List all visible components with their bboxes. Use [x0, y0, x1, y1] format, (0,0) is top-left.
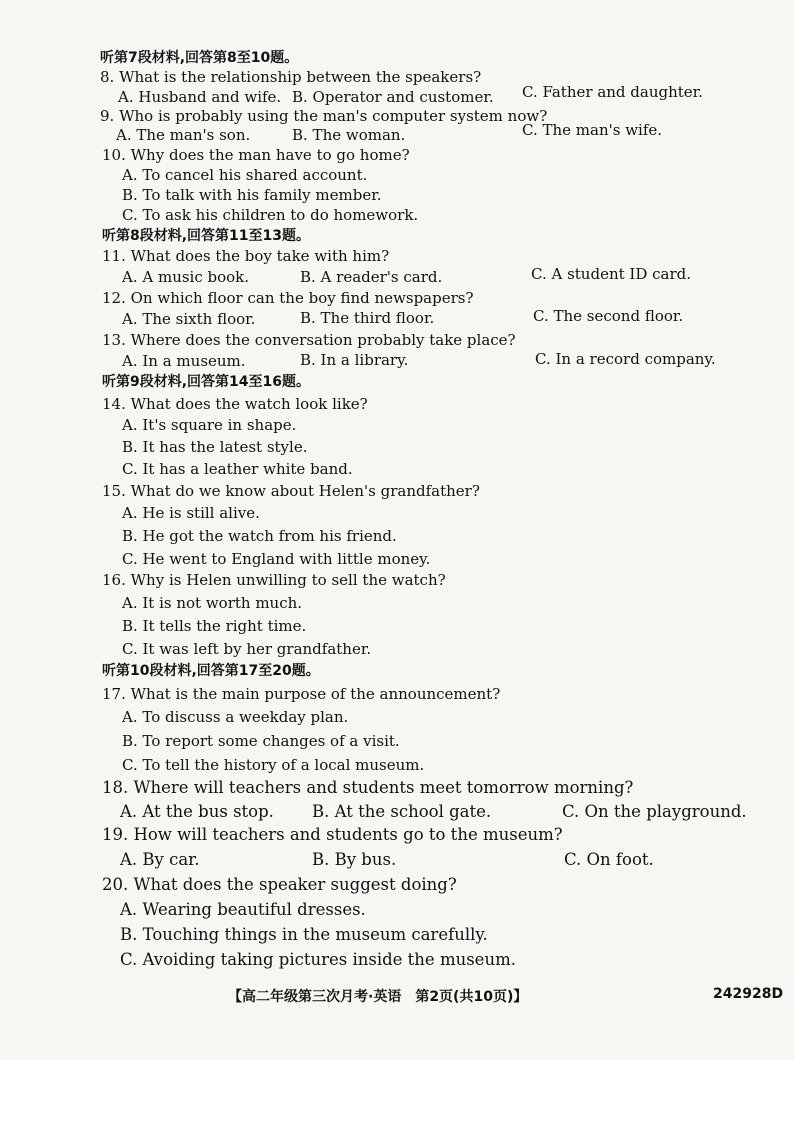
option-13b: B. In a library.	[300, 351, 409, 369]
option-20b: B. Touching things in the museum carefully.	[120, 925, 488, 944]
option-15b: B. He got the watch from his friend.	[122, 527, 397, 545]
section-header: 听第10段材料,回答第17至20题。	[102, 663, 320, 679]
option-8b: B. Operator and customer.	[292, 88, 494, 106]
option-15c: C. He went to England with little money.	[122, 550, 431, 568]
option-8a: A. Husband and wife.	[118, 88, 282, 106]
option-10c: C. To ask his children to do homework.	[122, 206, 419, 224]
option-12b: B. The third floor.	[300, 309, 435, 327]
option-18b: B. At the school gate.	[312, 802, 492, 821]
option-12c: C. The second floor.	[533, 307, 684, 325]
option-14b: B. It has the latest style.	[122, 438, 308, 456]
option-13a: A. In a museum.	[122, 352, 246, 370]
question-15: 15. What do we know about Helen's grandfather?	[102, 482, 480, 500]
question-10: 10. Why does the man have to go home?	[102, 146, 410, 164]
option-18c: C. On the playground.	[562, 802, 747, 821]
option-20c: C. Avoiding taking pictures inside the museum.	[120, 950, 516, 969]
question-12: 12. On which floor can the boy find newspapers?	[102, 289, 474, 307]
page-footer-title: 【高二年级第三次月考·英语 第2页(共10页)】	[228, 989, 528, 1005]
option-9a: A. The man's son.	[116, 126, 251, 144]
question-19: 19. How will teachers and students go to the museum?	[102, 825, 563, 844]
option-10a: A. To cancel his shared account.	[122, 166, 368, 184]
question-16: 16. Why is Helen unwilling to sell the watch?	[102, 571, 446, 589]
question-9: 9. Who is probably using the man's computer system now?	[100, 107, 548, 125]
question-14: 14. What does the watch look like?	[102, 395, 368, 413]
option-14a: A. It's square in shape.	[122, 416, 297, 434]
option-17c: C. To tell the history of a local museum.	[122, 756, 425, 774]
option-16c: C. It was left by her grandfather.	[122, 640, 372, 658]
question-13: 13. Where does the conversation probably take place?	[102, 331, 516, 349]
option-11a: A. A music book.	[122, 268, 250, 286]
option-12a: A. The sixth floor.	[122, 310, 256, 328]
option-14c: C. It has a leather white band.	[122, 460, 353, 478]
option-9b: B. The woman.	[292, 126, 406, 144]
section-header: 听第9段材料,回答第14至16题。	[102, 374, 311, 390]
option-18a: A. At the bus stop.	[120, 802, 274, 821]
question-8: 8. What is the relationship between the speakers?	[100, 68, 482, 86]
option-20a: A. Wearing beautiful dresses.	[120, 900, 366, 919]
option-16a: A. It is not worth much.	[122, 594, 303, 612]
option-11c: C. A student ID card.	[531, 265, 692, 283]
option-15a: A. He is still alive.	[122, 504, 260, 522]
option-19c: C. On foot.	[564, 850, 654, 869]
option-17b: B. To report some changes of a visit.	[122, 732, 400, 750]
paper-code: 242928D	[713, 986, 784, 1002]
question-17: 17. What is the main purpose of the announcement?	[102, 685, 501, 703]
question-11: 11. What does the boy take with him?	[102, 247, 390, 265]
question-18: 18. Where will teachers and students meet tomorrow morning?	[102, 778, 634, 797]
section-header: 听第8段材料,回答第11至13题。	[102, 228, 311, 244]
question-20: 20. What does the speaker suggest doing?	[102, 875, 457, 894]
option-19b: B. By bus.	[312, 850, 397, 869]
option-9c: C. The man's wife.	[522, 121, 663, 139]
option-17a: A. To discuss a weekday plan.	[122, 708, 349, 726]
option-10b: B. To talk with his family member.	[122, 186, 382, 204]
option-8c: C. Father and daughter.	[522, 83, 703, 101]
option-19a: A. By car.	[120, 850, 200, 869]
option-16b: B. It tells the right time.	[122, 617, 307, 635]
option-11b: B. A reader's card.	[300, 268, 443, 286]
section-header: 听第7段材料,回答第8至10题。	[100, 50, 299, 66]
option-13c: C. In a record company.	[535, 350, 716, 368]
